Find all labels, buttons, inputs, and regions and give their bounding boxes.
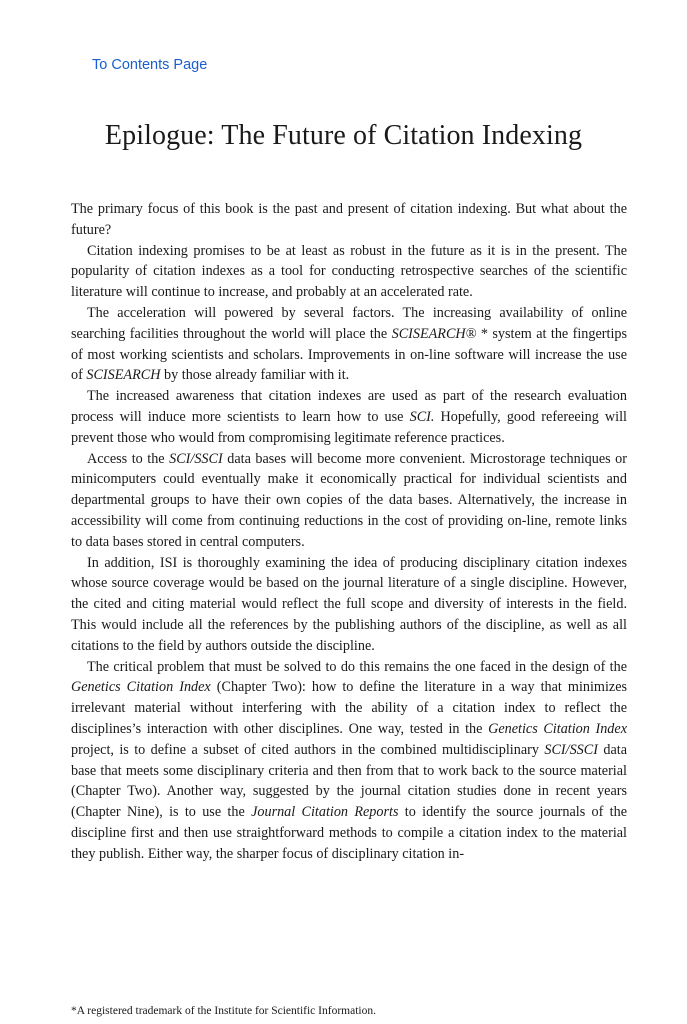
paragraph-text: * system at the fingertips of most working scientists and scholars. Improvements in on-line software will increase the use of bbox=[71, 325, 628, 384]
page-title: Epilogue: The Future of Citation Indexing bbox=[104, 120, 583, 151]
paragraph-text: project, is to define a subset of cited authors in the combined multidisciplinary bbox=[71, 741, 545, 758]
paragraph-2 bbox=[71, 241, 627, 303]
paragraph-text: Hopefully, good refereeing will prevent those who would from compromising legitimate reference practices. bbox=[71, 408, 627, 446]
italic-term: Genetics Citation Index bbox=[71, 679, 211, 696]
paragraph-text: data base that meets some disciplinary criteria and then from that to work back to the source material (Chapter Two). Another way, suggested by the journal citation studies done in recent years (Chapter Nine), is to use the bbox=[71, 741, 627, 821]
italic-term: Journal Citation Reports bbox=[251, 804, 399, 821]
paragraph-text: In addition, ISI is thoroughly examining the idea of producing disciplinary citation indexes whose source coverage would be based on the journal literature of a single discipline. However, the cited and citing material would reflect the full scope and diversity of interests in the field. This would include all the references by the publishing authors of the discipline, as well as all citations to the field by authors outside the discipline. bbox=[71, 554, 627, 654]
paragraph-4 bbox=[71, 386, 627, 448]
paragraph-text: The primary focus of this book is the past and present of citation indexing. But what about the future? bbox=[71, 201, 627, 238]
paragraph-text: by those already familiar with it. bbox=[160, 367, 350, 384]
paragraph-text: Access to the bbox=[87, 450, 170, 467]
italic-term: SCISEARCH® bbox=[391, 325, 477, 342]
paragraph-text: Citation indexing promises to be at least as robust in the future as it is in the present. The popularity of citation indexes as a tool for conducting retrospective searches of the scientific literature will continue to increase, and probably at an accelerated rate. bbox=[71, 242, 627, 301]
paragraph-text: to identify the source journals of the discipline first and then use straightforward methods to compile a citation index to the material they publish. Either way, the sharper focus of disciplinary citation in- bbox=[71, 804, 628, 862]
italic-term: SCISEARCH bbox=[86, 367, 161, 384]
paragraph-text: data bases will become more convenient. Microstorage techniques or minicomputers could eventually make it economically practical for individual scientists and departmental groups to have their own copies of the data bases. Alternatively, the increase in accessibility will come from continuing reductions in the cost of providing on-line, remote links to data bases stored in central computers. bbox=[71, 450, 627, 550]
paragraph-text: The critical problem that must be solved to do this remains the one faced in the design of the bbox=[87, 658, 627, 675]
paragraph-text: The increased awareness that citation indexes are used as part of the research evaluation process will induce more scientists to learn how to use bbox=[71, 388, 627, 425]
paragraph-7 bbox=[71, 657, 627, 865]
paragraph-5 bbox=[71, 449, 627, 553]
italic-term: Genetics Citation Index bbox=[488, 720, 627, 737]
to-contents-link[interactable]: To Contents Page bbox=[92, 57, 208, 73]
italic-term: SCI/SSCI bbox=[544, 741, 598, 758]
paragraph-text: The acceleration will powered by several factors. The increasing availability of online searching facilities throughout the world will place the bbox=[71, 304, 627, 342]
paragraph-6 bbox=[71, 553, 627, 657]
body-text bbox=[71, 199, 627, 865]
paragraph-1 bbox=[71, 199, 627, 241]
footnote: *A registered trademark of the Institute for Scientific Information. bbox=[71, 1005, 376, 1017]
paragraph-3 bbox=[71, 303, 627, 386]
italic-term: SCI/SSCI bbox=[169, 450, 223, 467]
italic-term: SCI. bbox=[409, 408, 435, 425]
paragraph-text: (Chapter Two): how to define the literature in a way that minimizes irrelevant material without interfering with the ability of a citation index to reflect the disciplines’s interaction with other disciplines. One way, tested in the bbox=[71, 679, 628, 737]
